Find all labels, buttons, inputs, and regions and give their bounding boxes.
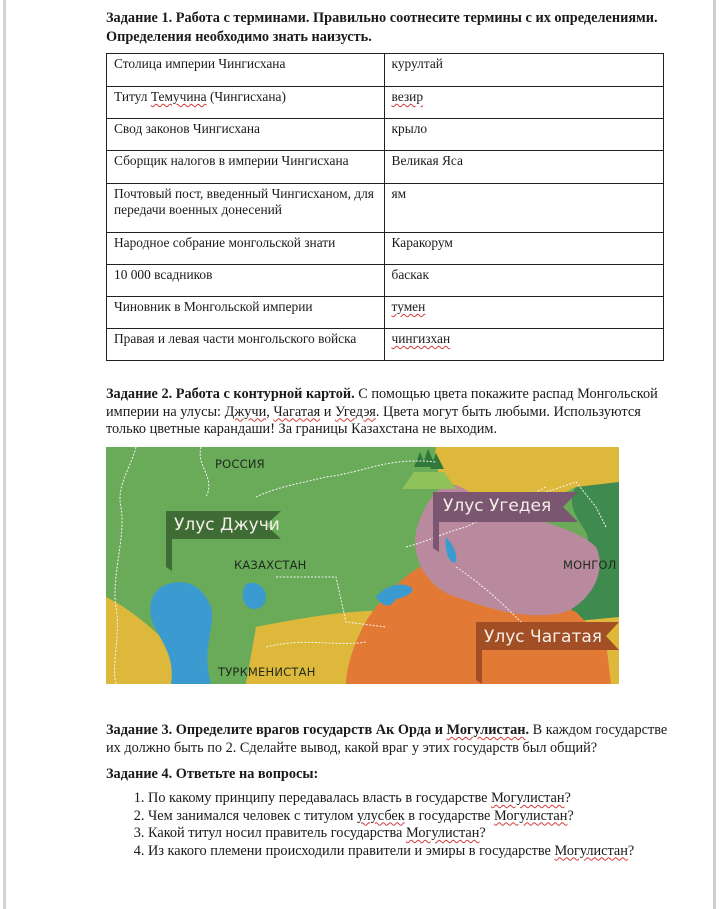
question-term: улусбек (357, 807, 405, 824)
question-text: Чем занимался человек с титулом (148, 807, 357, 824)
term-cell: крыло (384, 119, 663, 151)
definition-cell: Столица империи Чингисхана (107, 54, 385, 87)
question-end: ? (564, 790, 571, 806)
questions-list (106, 790, 708, 860)
task2-paragraph (106, 386, 671, 439)
separator: , (266, 403, 274, 420)
page-edge-right (713, 0, 716, 909)
term-cell: ям (384, 184, 663, 233)
flag-ogedei-label: Улус Угедея (443, 496, 552, 516)
page-edge-left (3, 0, 6, 909)
separator: и (320, 403, 336, 420)
table-row (107, 87, 664, 119)
table-row (107, 329, 664, 361)
question-term: Могулистан (493, 807, 568, 824)
table-row (107, 233, 664, 265)
question-end: ? (567, 807, 574, 824)
table-row (107, 297, 664, 329)
table-row (107, 119, 664, 151)
term-cell (384, 329, 663, 361)
table-row (107, 54, 664, 87)
table-row (107, 184, 664, 233)
task2-title: Задание 2. Работа с контурной картой. (106, 386, 355, 402)
list-item (148, 843, 708, 861)
term-cell: баскак (384, 265, 663, 297)
task1-heading (106, 9, 676, 47)
term-cell: Великая Яса (384, 151, 663, 184)
definition-cell: 10 000 всадников (107, 265, 385, 297)
term-cell (384, 87, 663, 119)
task3-title-end: . (525, 722, 530, 738)
task2-text: . Цвета могут быть любыми. Используются только цветные карандаши! За границы Казахстана не выходим. (106, 403, 641, 437)
definition-cell: Сборщик налогов в империи Чингисхана (107, 151, 385, 184)
ulus-jochi-text: Джучи (224, 403, 267, 420)
list-item (148, 808, 708, 826)
task3-text: В каждом государстве их должно быть по 2. Сделайте вывод, какой враг у этих государств был общий? (106, 722, 668, 756)
task3-paragraph (106, 722, 671, 757)
question-text: Какой титул носил правитель государства (148, 825, 406, 841)
question-text: Из какого племени происходили правители и эмиры в государстве (148, 842, 555, 859)
list-item (148, 790, 708, 808)
list-item (148, 825, 708, 843)
task2-text: С помощью цвета покажите распад Монгольской империи на улусы: (106, 386, 658, 420)
question-term: Могулистан (554, 842, 628, 859)
term-text: чингизхан (391, 331, 451, 346)
term-text: тумен (391, 299, 426, 314)
table-row (107, 265, 664, 297)
definition-cell: Свод законов Чингисхана (107, 119, 385, 151)
task3-title: Задание 3. Определите врагов государств Ак Орда и (106, 722, 447, 738)
question-term: Могулистан (405, 825, 480, 841)
map-label-turkmenistan: ТУРКМЕНИСТАН (218, 665, 316, 679)
definition-text: Титул Темучина (Чингисхана) (114, 89, 286, 104)
term-text: везир (391, 89, 424, 104)
ulus-ogedei-text: Угедэя (335, 403, 376, 420)
definition-cell: Народное собрание монгольской знати (107, 233, 385, 265)
definition-cell: Правая и левая части монгольского войска (107, 329, 385, 361)
ulus-chagatai-text: Чагатая (273, 403, 321, 420)
term-cell: курултай (384, 54, 663, 87)
definition-cell: Чиновник в Монгольской империи (107, 297, 385, 329)
map-label-kazakhstan: КАЗАХСТАН (234, 558, 307, 572)
flag-jochi-label: Улус Джучи (174, 515, 280, 535)
question-term: Могулистан (491, 790, 565, 806)
task1-title: Задание 1. Работа с терминами. Правильно соотнесите термины с их определениями. Определения необходимо знать наизусть. (106, 10, 658, 45)
task4-heading (106, 765, 318, 784)
task4-title: Задание 4. Ответьте на вопросы: (106, 766, 319, 782)
map-label-russia: РОССИЯ (215, 457, 265, 471)
term-cell (384, 297, 663, 329)
definition-cell: Почтовый пост, введенный Чингисханом, для передачи военных донесений (107, 184, 385, 233)
contour-map (106, 447, 619, 684)
terms-table (106, 53, 664, 361)
task3-title-state: Могулистан (446, 722, 526, 738)
map-label-mongolia: МОНГОЛ (563, 558, 617, 572)
question-end: ? (479, 825, 486, 841)
question-text: По какому принципу передавалась власть в государстве (148, 790, 492, 806)
table-row (107, 151, 664, 184)
question-end: ? (627, 842, 635, 859)
definition-cell (107, 87, 385, 119)
term-cell: Каракорум (384, 233, 663, 265)
question-text: в государстве (404, 807, 494, 824)
flag-chagatai-label: Улус Чагатая (484, 627, 603, 647)
